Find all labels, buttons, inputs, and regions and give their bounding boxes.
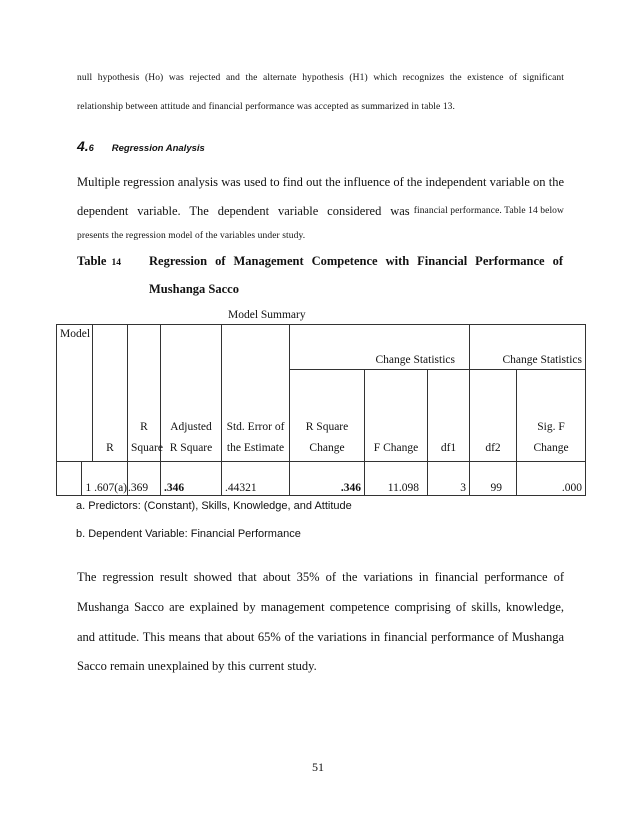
- para2-line-1: The regression result showed that about 35% of the variations in financial performance of: [77, 570, 564, 584]
- r-square-header-2: Square: [131, 442, 163, 454]
- cell-std-error: [222, 462, 290, 496]
- model-summary-title: Model Summary: [228, 309, 306, 321]
- cell-sig-text: .000: [561, 482, 583, 494]
- table-number: 14: [111, 258, 122, 268]
- f-change-header: [365, 370, 428, 462]
- cell-r-square-change: [290, 462, 365, 496]
- section-number-major: 4.: [77, 138, 89, 154]
- table-title-line-1: Regression of Management Competence with Financial Performance of: [149, 254, 563, 268]
- intro-line-2: relationship between attitude and financial performance was accepted as summarized in table 13.: [77, 102, 455, 112]
- change-stats-header-2: [470, 325, 586, 370]
- cell-rsc-text: .346: [340, 482, 361, 494]
- intro-line-1: null hypothesis (Ho) was rejected and the alternate hypothesis (H1) which recognizes the existence of significant: [77, 73, 564, 83]
- cell-r: .607(a): [94, 482, 127, 494]
- table-header-row-2: [57, 370, 586, 462]
- section-number-minor: 6: [88, 143, 94, 153]
- change-stats-header-1: [290, 325, 470, 370]
- para1-line-2a: dependent variable. The dependent variable considered was: [77, 204, 410, 218]
- df2-header: [470, 370, 517, 462]
- sig-header-2: Change: [533, 442, 569, 454]
- table-header-row-1: [57, 325, 586, 370]
- para2-line-2: Mushanga Sacco are explained by management competence comprising of skills, knowledge,: [77, 600, 564, 614]
- header-cell-empty: [93, 325, 128, 370]
- adj-r-square-header: [161, 370, 222, 462]
- para1-line-3: presents the regression model of the variables under study.: [77, 231, 306, 241]
- table-title-line-2: Mushanga Sacco: [149, 282, 239, 296]
- model-header: Model: [60, 328, 91, 340]
- change-stats-label-2: Change Statistics: [502, 354, 583, 366]
- adj-header-1: Adjusted: [170, 421, 212, 433]
- note-a: a. Predictors: (Constant), Skills, Knowledge, and Attitude: [76, 500, 352, 512]
- page-number: 51: [312, 760, 324, 774]
- r-square-change-header: [290, 370, 365, 462]
- se-header-1: Std. Error of: [226, 421, 285, 433]
- row-spacer-cell: [57, 462, 82, 496]
- para1-line-2: [77, 204, 564, 219]
- cell-df1: [428, 462, 470, 496]
- r-header-text: R: [106, 442, 114, 454]
- header-cell-empty: [161, 325, 222, 370]
- r-square-header-1: R: [140, 421, 148, 433]
- section-title: Regression Analysis: [111, 143, 205, 154]
- cell-df2-text: 99: [490, 482, 502, 494]
- df2-header-text: df2: [485, 442, 501, 454]
- table-row: [57, 462, 586, 496]
- para1-line-1: Multiple regression analysis was used to find out the influence of the independent variable on the: [77, 175, 564, 189]
- header-cell-empty: [57, 370, 93, 462]
- cell-df2: [470, 462, 517, 496]
- cell-f-change: [365, 462, 428, 496]
- para1-line-2b: financial performance. Table 14 below: [413, 206, 564, 216]
- cell-df1-text: 3: [460, 482, 466, 494]
- cell-r-square-text: .369: [128, 482, 149, 494]
- model-header-cell: [57, 325, 93, 370]
- sig-header-1: Sig. F: [537, 421, 565, 433]
- section-heading: [77, 138, 205, 156]
- f-change-header-text: F Change: [373, 442, 419, 454]
- model-summary-table: [56, 324, 586, 496]
- header-cell-empty: [222, 325, 290, 370]
- adj-header-2: R Square: [169, 442, 213, 454]
- r-header: [93, 370, 128, 462]
- cell-f-text: 11.098: [387, 482, 419, 494]
- cell-se-text: .44321: [225, 482, 257, 494]
- cell-model-r: [82, 462, 128, 496]
- df1-header-text: df1: [440, 442, 457, 454]
- change-stats-label-1: Change Statistics: [375, 354, 455, 366]
- rsc-header-2: Change: [309, 442, 345, 454]
- table-caption-label: [77, 254, 121, 269]
- cell-adj-text: .346: [164, 482, 185, 494]
- df1-header: [428, 370, 470, 462]
- cell-sig: [517, 462, 586, 496]
- cell-model: 1: [85, 482, 92, 494]
- para2-line-4: Sacco remain unexplained by this current study.: [77, 659, 317, 673]
- std-error-header: [222, 370, 290, 462]
- rsc-header-1: R Square: [305, 421, 349, 433]
- table-label: Table: [77, 254, 107, 268]
- se-header-2: the Estimate: [226, 442, 285, 454]
- header-cell-empty: [128, 325, 161, 370]
- cell-adj-r-square: [161, 462, 222, 496]
- cell-r-square: [128, 462, 161, 496]
- para2-line-3: and attitude. This means that about 65% of the variations in financial performance of Mushanga: [77, 630, 564, 644]
- note-b: b. Dependent Variable: Financial Performance: [76, 528, 301, 540]
- r-square-header: [128, 370, 161, 462]
- sig-f-change-header: [517, 370, 586, 462]
